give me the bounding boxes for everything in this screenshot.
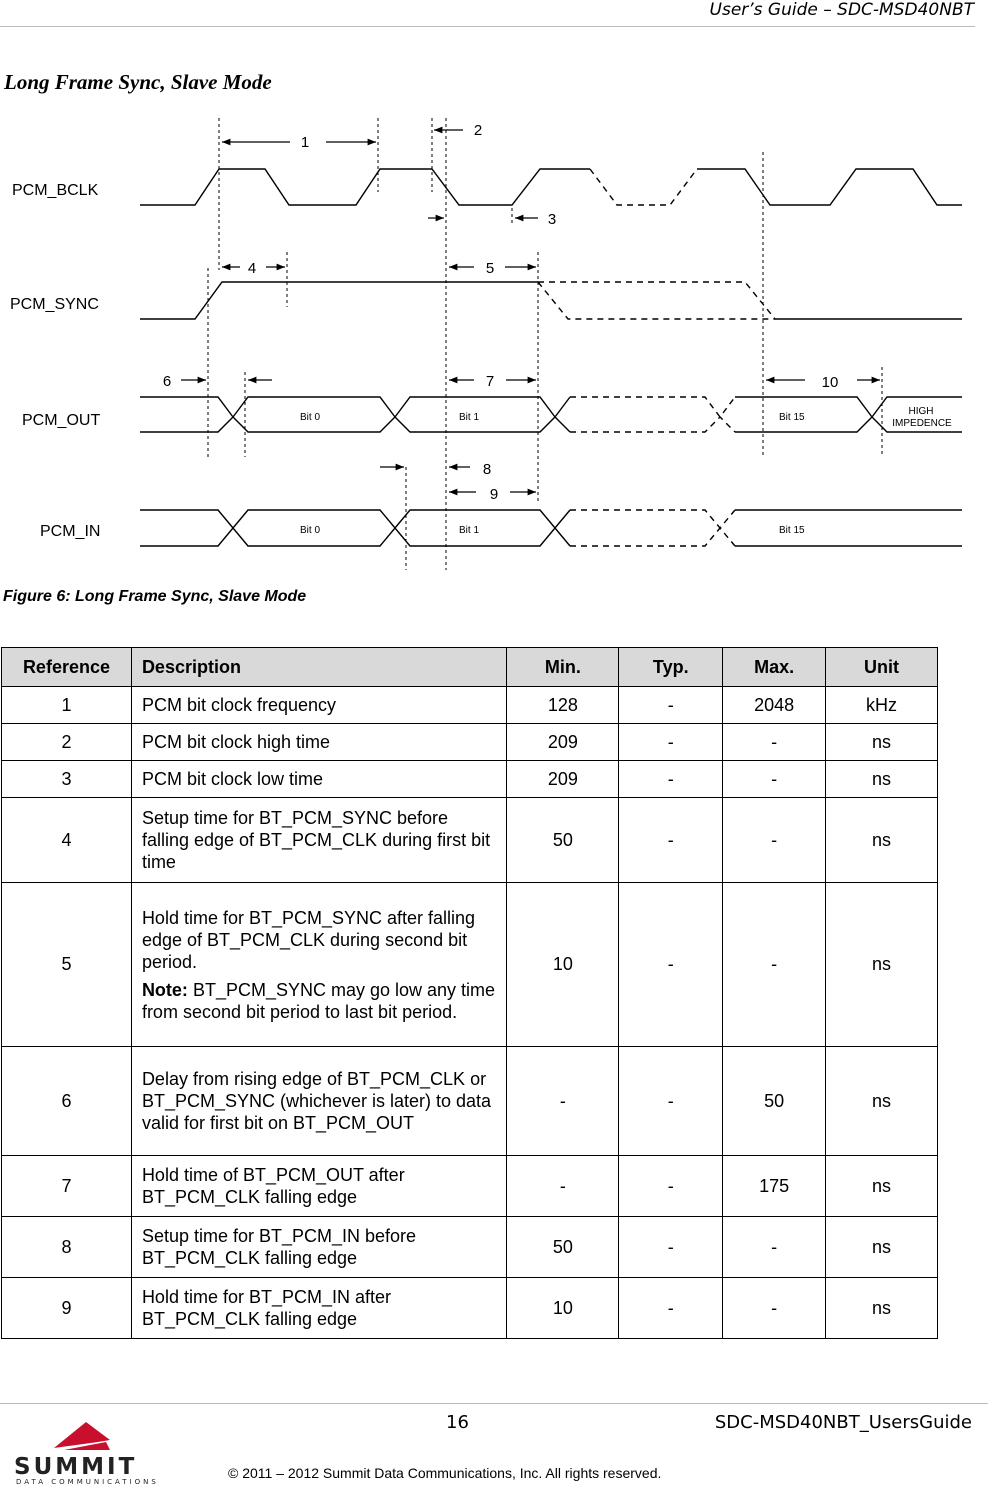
cell-max: 175 xyxy=(723,1156,826,1217)
out-bit-0: Bit 0 xyxy=(300,412,321,423)
cell-ref: 6 xyxy=(2,1047,132,1156)
cell-desc: Hold time of BT_PCM_OUT after BT_PCM_CLK falling edge xyxy=(131,1156,507,1217)
cell-desc: Delay from rising edge of BT_PCM_CLK or BT_PCM_SYNC (whichever is later) to data valid for first bit on BT_PCM_OUT xyxy=(131,1047,507,1156)
cell-unit: ns xyxy=(826,1217,938,1278)
copyright-notice: © 2011 – 2012 Summit Data Communications, Inc. All rights reserved. xyxy=(228,1465,662,1481)
timing-spec-table xyxy=(1,647,938,1339)
cell-typ: - xyxy=(619,724,723,761)
high-impedance-label-1: HIGH xyxy=(908,406,934,417)
marker-5: 5 xyxy=(485,260,495,277)
cell-desc: Setup time for BT_PCM_SYNC before falling edge of BT_PCM_CLK during first bit time xyxy=(131,798,507,883)
table-row xyxy=(2,761,938,798)
cell-ref: 5 xyxy=(2,883,132,1047)
out-bit-15: Bit 15 xyxy=(779,412,805,423)
dimension-arrows xyxy=(181,130,880,492)
cell-max: - xyxy=(723,798,826,883)
logo-subtitle: DATA COMMUNICATIONS xyxy=(16,1478,159,1486)
header-min: Min. xyxy=(507,648,619,687)
table-row xyxy=(2,724,938,761)
cell-min: 50 xyxy=(507,798,619,883)
cell-unit: ns xyxy=(826,1278,938,1339)
cell-min: - xyxy=(507,1156,619,1217)
cell-max: 2048 xyxy=(723,687,826,724)
signal-label-sync: PCM_SYNC xyxy=(10,296,99,313)
cell-max: 50 xyxy=(723,1047,826,1156)
header-divider xyxy=(0,26,975,27)
cell-ref: 2 xyxy=(2,724,132,761)
marker-1: 1 xyxy=(300,134,310,151)
cell-max: - xyxy=(723,761,826,798)
cell-max: - xyxy=(723,724,826,761)
cell-ref: 4 xyxy=(2,798,132,883)
table-row xyxy=(2,1047,938,1156)
table-header-row xyxy=(2,648,938,687)
header-typ: Typ. xyxy=(619,648,723,687)
signal-label-out: PCM_OUT xyxy=(22,412,101,429)
marker-3: 3 xyxy=(547,211,557,228)
in-bit-1: Bit 1 xyxy=(459,525,480,536)
logo-wordmark: SUMMIT xyxy=(14,1454,138,1480)
page-header-title: User’s Guide – SDC-MSD40NBT xyxy=(709,0,974,20)
header-reference: Reference xyxy=(2,648,132,687)
in-bit-15: Bit 15 xyxy=(779,525,805,536)
cell-ref: 7 xyxy=(2,1156,132,1217)
out-bit-1: Bit 1 xyxy=(459,412,480,423)
page-number: 16 xyxy=(446,1412,469,1433)
cell-ref: 8 xyxy=(2,1217,132,1278)
document-id: SDC-MSD40NBT_UsersGuide xyxy=(714,1412,972,1433)
section-title: Long Frame Sync, Slave Mode xyxy=(4,70,272,94)
desc-text: Hold time for BT_PCM_SYNC after falling edge of BT_PCM_CLK during second bit period. xyxy=(141,907,476,972)
cell-unit: ns xyxy=(826,1047,938,1156)
header-unit: Unit xyxy=(826,648,938,687)
table-row xyxy=(2,1156,938,1217)
table-row xyxy=(2,883,938,1047)
cell-unit: ns xyxy=(826,724,938,761)
timing-diagram xyxy=(0,112,975,574)
table-row xyxy=(2,798,938,883)
cell-max: - xyxy=(723,883,826,1047)
marker-9: 9 xyxy=(489,486,499,503)
marker-10: 10 xyxy=(821,374,839,391)
bclk-waveform xyxy=(140,169,962,205)
cell-desc xyxy=(131,883,507,1047)
cell-desc: Setup time for BT_PCM_IN before BT_PCM_CLK falling edge xyxy=(131,1217,507,1278)
table-row xyxy=(2,1217,938,1278)
table-row xyxy=(2,1278,938,1339)
sync-waveform xyxy=(140,282,962,319)
header-description: Description xyxy=(131,648,507,687)
figure-caption: Figure 6: Long Frame Sync, Slave Mode xyxy=(3,588,307,605)
cell-min: 128 xyxy=(507,687,619,724)
cell-min: 50 xyxy=(507,1217,619,1278)
note-text: BT_PCM_SYNC may go low any time from second bit period to last bit period. xyxy=(141,979,496,1022)
cell-ref: 9 xyxy=(2,1278,132,1339)
cell-typ: - xyxy=(619,1156,723,1217)
cell-typ: - xyxy=(619,687,723,724)
cell-typ: - xyxy=(619,1047,723,1156)
cell-min: 10 xyxy=(507,883,619,1047)
cell-unit: kHz xyxy=(826,687,938,724)
cell-typ: - xyxy=(619,798,723,883)
cell-min: 10 xyxy=(507,1278,619,1339)
cell-desc: PCM bit clock frequency xyxy=(131,687,507,724)
pcm-out-waveform xyxy=(140,397,962,432)
marker-6: 6 xyxy=(162,373,172,390)
cell-unit: ns xyxy=(826,761,938,798)
signal-label-in: PCM_IN xyxy=(40,523,101,540)
cell-typ: - xyxy=(619,1278,723,1339)
cell-ref: 3 xyxy=(2,761,132,798)
header-max: Max. xyxy=(723,648,826,687)
cell-typ: - xyxy=(619,761,723,798)
note-label: Note: xyxy=(141,979,188,1000)
cell-desc: PCM bit clock high time xyxy=(131,724,507,761)
cell-unit: ns xyxy=(826,798,938,883)
footer-divider xyxy=(0,1403,988,1404)
pcm-in-waveform xyxy=(140,510,962,546)
cell-max: - xyxy=(723,1278,826,1339)
marker-7: 7 xyxy=(485,373,495,390)
marker-4: 4 xyxy=(247,260,257,277)
cell-typ: - xyxy=(619,883,723,1047)
high-impedance-label-2: IMPEDENCE xyxy=(892,418,952,429)
signal-label-bclk: PCM_BCLK xyxy=(12,182,99,199)
cell-min: - xyxy=(507,1047,619,1156)
cell-min: 209 xyxy=(507,761,619,798)
marker-2: 2 xyxy=(473,122,483,139)
cell-min: 209 xyxy=(507,724,619,761)
cell-desc: Hold time for BT_PCM_IN after BT_PCM_CLK falling edge xyxy=(131,1278,507,1339)
cell-max: - xyxy=(723,1217,826,1278)
in-bit-0: Bit 0 xyxy=(300,525,321,536)
guide-lines xyxy=(208,118,882,570)
marker-8: 8 xyxy=(482,461,492,478)
cell-desc: PCM bit clock low time xyxy=(131,761,507,798)
cell-typ: - xyxy=(619,1217,723,1278)
desc-note xyxy=(142,979,497,1023)
cell-unit: ns xyxy=(826,883,938,1047)
cell-ref: 1 xyxy=(2,687,132,724)
table-row xyxy=(2,687,938,724)
cell-unit: ns xyxy=(826,1156,938,1217)
